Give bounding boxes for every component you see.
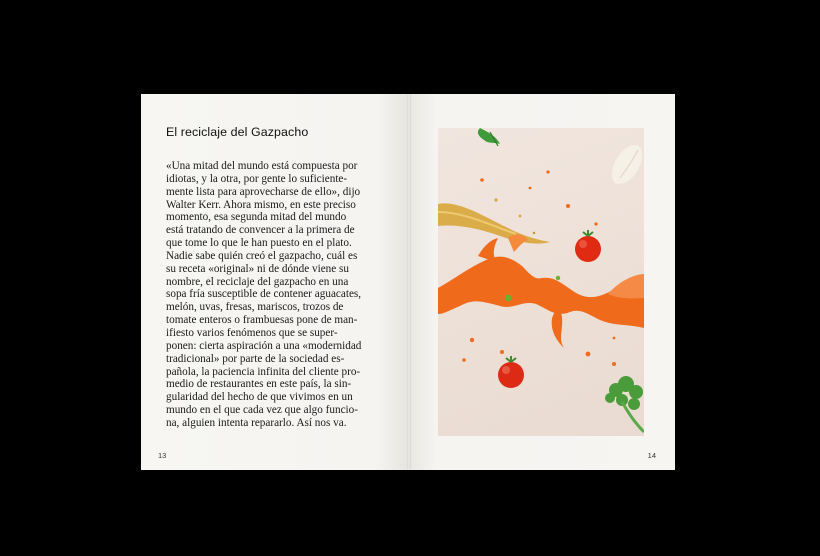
body-line: Walter Kerr. Ahora mismo, en este preciso (166, 198, 356, 211)
article-body (166, 160, 396, 430)
body-line: mente lista para aprovecharse de ello», dijo (166, 185, 361, 198)
article-title: El reciclaje del Gazpacho (166, 125, 309, 139)
tomato-bottom (498, 362, 524, 388)
body-line: medio de restaurantes en este país, la sin- (166, 378, 352, 391)
body-line: mundo en el que cada vez que algo funcio- (166, 404, 358, 417)
body-line: idiotas, y la otra, por gente lo suficiente- (166, 172, 348, 185)
page-number-left: 13 (158, 451, 167, 460)
body-line: tomate enteros o frambuesas pone de man- (166, 314, 358, 327)
body-line: tradicional» por parte de la sociedad es- (166, 352, 345, 365)
body-line: ifiesto varios fenómenos que se super- (166, 326, 338, 339)
body-line: gularidad del hecho de que vivimos en un (166, 391, 353, 404)
open-booklet (141, 94, 675, 470)
body-line: nombre, el reciclaje del gazpacho en una (166, 275, 349, 288)
spine-gutter (407, 94, 411, 470)
olive-oil-splash (438, 203, 550, 243)
parsley-leaf-top (478, 128, 500, 144)
body-line: sopa fría susceptible de contener aguacates, (166, 288, 362, 301)
gazpacho-splash-photo (438, 128, 644, 436)
tomato-top (575, 236, 601, 262)
body-line: «Una mitad del mundo está compuesta por (166, 160, 358, 172)
body-line: momento, esa segunda mitad del mundo (166, 211, 347, 224)
body-line: ponen: cierta aspiración a una «modernidad (166, 339, 362, 352)
body-line: Nadie sabe quién creó el gazpacho, cuál es (166, 249, 358, 262)
body-line: na, alguien intenta repararlo. Así nos va. (166, 416, 347, 429)
left-page (141, 94, 409, 470)
page-number-right: 14 (647, 451, 656, 460)
body-line: que tome lo que le han puesto en el plato. (166, 237, 352, 250)
body-line: melón, uvas, fresas, mariscos, trozos de (166, 301, 344, 314)
body-line: su receta «original» ni de dónde viene su (166, 262, 349, 275)
body-line: está tratando de convencer a la primera de (166, 224, 355, 237)
right-page (409, 94, 675, 470)
splash-illustration (438, 128, 644, 436)
body-line: pañola, la paciencia infinita del cliente pro- (166, 365, 361, 378)
